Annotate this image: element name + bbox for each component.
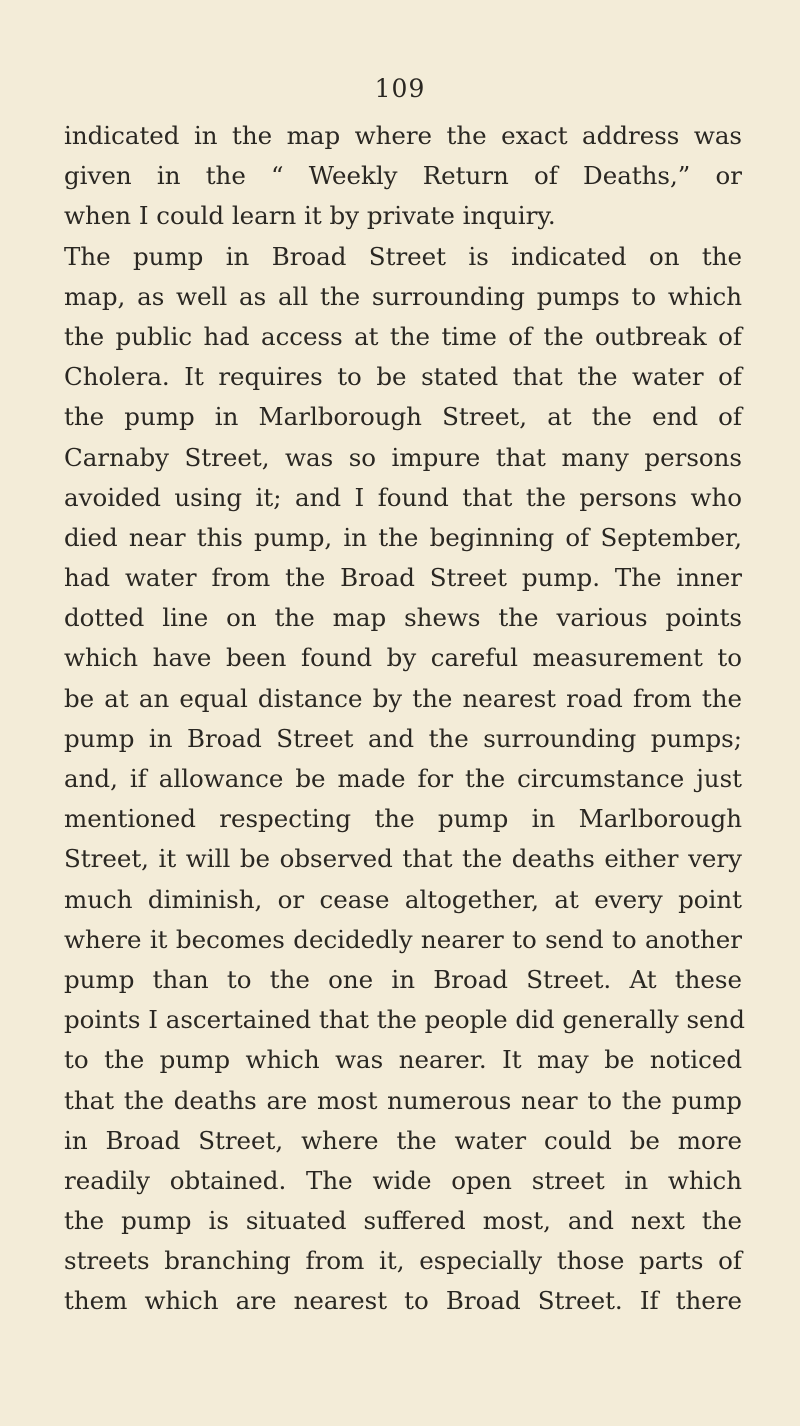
text-line: and, if allowance be made for the circumstance just (64, 764, 742, 793)
text-line: avoided using it; and I found that the persons who (64, 482, 742, 512)
text-line: map, as well as all the surrounding pumps to which (64, 281, 742, 311)
text-line: readily obtained. The wide open street in which (64, 1165, 742, 1195)
text-line: the pump in Marlborough Street, at the end of (64, 402, 742, 432)
text-line: pump in Broad Street and the surrounding pumps; (64, 723, 742, 753)
page-number: 109 (374, 74, 426, 103)
text-line: in Broad Street, where the water could be more (64, 1125, 742, 1155)
text-line: that the deaths are most numerous near to the pump (64, 1085, 742, 1115)
text-line: The pump in Broad Street is indicated on the (64, 241, 742, 271)
text-line: to the pump which was nearer. It may be noticed (64, 1045, 742, 1075)
text-line: indicated in the map where the exact address was (64, 121, 742, 150)
text-line: mentioned respecting the pump in Marlborough (64, 804, 742, 834)
text-line: where it becomes decidedly nearer to send to another (64, 924, 742, 954)
text-line: when I could learn it by private inquiry. (64, 201, 556, 231)
body-text (64, 116, 745, 1322)
text-line: Carnaby Street, was so impure that many persons (64, 442, 742, 472)
text-line: Street, it will be observed that the deaths either very (64, 844, 742, 874)
text-line: points I ascertained that the people did generally send (64, 1005, 745, 1035)
text-line: Cholera. It requires to be stated that the water of (64, 362, 742, 392)
text-line: streets branching from it, especially those parts of (64, 1246, 742, 1276)
text-line: be at an equal distance by the nearest road from the (64, 683, 742, 713)
text-line: them which are nearest to Broad Street. If there (64, 1286, 742, 1316)
text-line: much diminish, or cease altogether, at every point (64, 884, 742, 914)
text-line: died near this pump, in the beginning of September, (64, 522, 742, 552)
text-line: the public had access at the time of the outbreak of (64, 321, 742, 351)
text-line: given in the “ Weekly Return of Deaths,” or (64, 161, 742, 191)
text-line: which have been found by careful measurement to (64, 643, 742, 673)
text-line: dotted line on the map shews the various points (64, 603, 742, 633)
text-line: the pump is situated suffered most, and next the (64, 1206, 742, 1236)
text-line: pump than to the one in Broad Street. At these (64, 964, 742, 994)
text-line: had water from the Broad Street pump. The inner (64, 563, 742, 593)
